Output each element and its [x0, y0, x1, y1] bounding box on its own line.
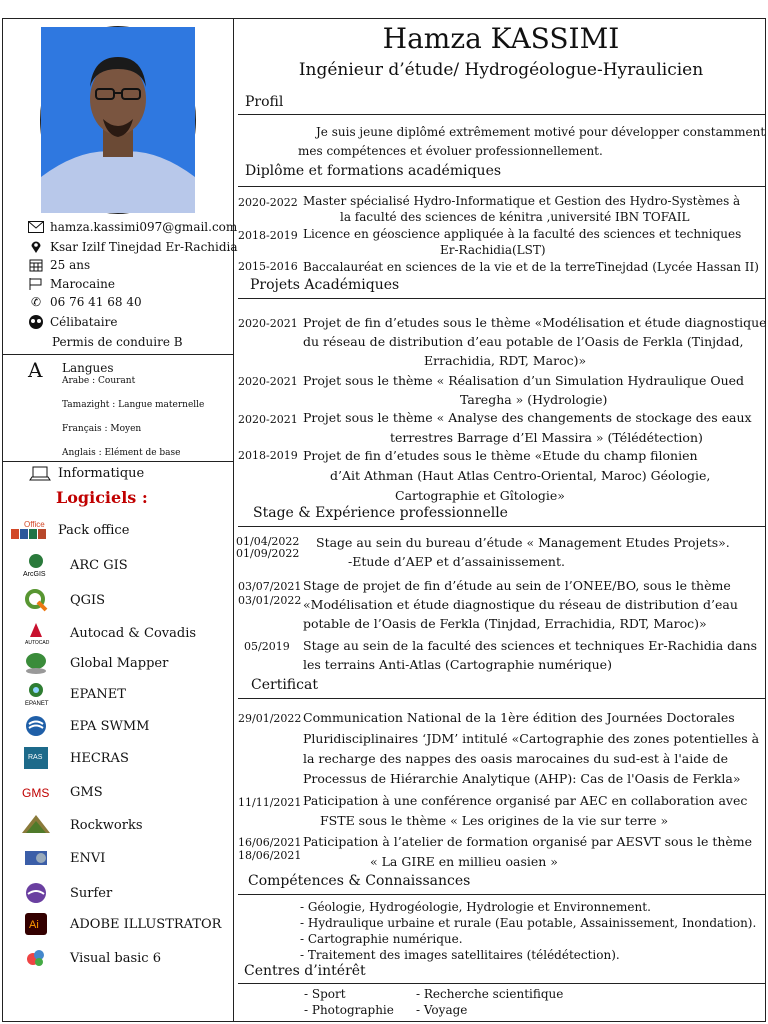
software-epanet: [20, 682, 126, 706]
laptop-icon: [30, 466, 50, 486]
phone-icon: ✆: [30, 295, 42, 309]
phone-text: 06 76 41 68 40: [50, 295, 142, 309]
contact-email[interactable]: [28, 220, 237, 234]
language-english: Anglais : Elément de base: [62, 448, 181, 458]
experience-line: potable de l’Oasis de Ferkla (Tinjdad, Errachidia, RDT, Maroc)»: [303, 616, 707, 631]
software-label: Pack office: [58, 522, 130, 538]
software-epa-swmm: [20, 714, 149, 738]
certificate-line: « La GIRE en millieu oasien »: [370, 854, 558, 869]
project-line: Projet de fin d’etudes sous le thème «Etude du champ filonien: [303, 448, 698, 463]
software-label: Visual basic 6: [70, 950, 161, 966]
software-gms: [20, 780, 103, 804]
software-arcgis: [20, 553, 128, 577]
address-text: Ksar Izilf Tinejdad Er-Rachidia: [50, 240, 238, 254]
languages-icon: A: [28, 358, 43, 382]
certificate-line: Pluridisciplinaires ‘JDM’ intitulé «Cartographie des zones potentielles à: [303, 731, 760, 746]
project-date: 2020-2021: [238, 413, 298, 426]
gms-icon: [20, 780, 52, 804]
certificate-date: 29/01/2022: [238, 712, 302, 725]
software-label: HECRAS: [70, 750, 129, 766]
skills-heading: Compétences & Connaissances: [248, 873, 471, 889]
education-heading: Diplôme et formations académiques: [245, 163, 502, 179]
experience-heading: Stage & Expérience professionnelle: [253, 505, 508, 521]
software-global-mapper: [20, 651, 168, 675]
certificate-line: Paticipation à l’atelier de formation organisé par AESVT sous le thème: [303, 834, 753, 849]
contact-nationality: [28, 277, 115, 291]
skill-item: - Cartographie numérique.: [300, 932, 463, 946]
software-hecras: [20, 746, 129, 770]
nationality-text: Marocaine: [50, 277, 115, 291]
software-label: GMS: [70, 784, 103, 800]
interests-heading: Centres d’intérêt: [244, 963, 366, 979]
software-qgis: [20, 588, 105, 612]
hecras-logo-text: RAS: [28, 754, 43, 761]
software-label: Rockworks: [70, 817, 143, 833]
projects-heading: Projets Académiques: [250, 277, 400, 293]
skills-divider: [238, 894, 766, 895]
software-label: ADOBE ILLUSTRATOR: [70, 916, 222, 932]
software-label: ARC GIS: [70, 557, 128, 573]
email-text: hamza.kassimi097@gmail.com: [50, 220, 238, 234]
visual-basic-icon: [20, 946, 52, 970]
education-line: Master spécialisé Hydro-Informatique et Gestion des Hydro-Systèmes à: [303, 194, 741, 208]
experience-date: 05/2019: [244, 640, 290, 653]
calendar-icon: [28, 258, 44, 272]
language-tamazight: Tamazight : Langue maternelle: [62, 400, 205, 410]
projects-divider: [238, 298, 766, 299]
interest-item: - Voyage: [416, 1003, 468, 1017]
autocad-icon: [20, 621, 52, 645]
profile-photo: [40, 26, 196, 214]
office-logo-text: Office: [24, 520, 45, 529]
software-label: Surfer: [70, 885, 113, 901]
certificate-date: 11/11/2021: [238, 796, 302, 809]
project-line: Cartographie et Gîtologie»: [395, 488, 565, 503]
project-line: Errachidia, RDT, Maroc)»: [424, 353, 587, 368]
sidebar-divider-1: [2, 354, 234, 355]
experience-date: 03/01/2022: [238, 594, 302, 607]
project-line: Taregha » (Hydrologie): [460, 392, 608, 407]
certificate-line: Communication National de la 1ère édition des Journées Doctorales: [303, 710, 735, 725]
profile-divider: [238, 114, 766, 115]
envi-icon: [20, 846, 52, 870]
sidebar-divider-2: [2, 461, 234, 462]
contact-address: [28, 240, 238, 254]
interests-divider: [238, 983, 766, 984]
software-label: Autocad & Covadis: [70, 625, 197, 641]
project-line: Projet de fin d’etudes sous le thème «Modélisation et étude diagnostique: [303, 315, 767, 330]
education-line: la faculté des sciences de kénitra ,université IBN TOFAIL: [340, 210, 690, 224]
interest-item: - Photographie: [304, 1003, 394, 1017]
project-line: du réseau de distribution d’eau potable de l’Oasis de Ferkla (Tinjdad,: [303, 334, 744, 349]
interest-item: - Sport: [304, 987, 346, 1001]
skill-item: - Géologie, Hydrogéologie, Hydrologie et Environnement.: [300, 900, 651, 914]
experience-line: Stage au sein de la faculté des sciences et techniques Er-Rachidia dans: [303, 638, 758, 653]
software-label: EPA SWMM: [70, 718, 150, 734]
experience-date: 01/04/2022: [236, 535, 300, 548]
contact-status: [28, 315, 117, 329]
project-date: 2018-2019: [238, 449, 298, 462]
contact-license: [52, 335, 183, 349]
profile-line-1: Je suis jeune diplômé extrêmement motivé pour développer constamment: [316, 125, 766, 139]
epanet-icon: [20, 682, 52, 706]
education-date: 2015-2016: [238, 260, 298, 273]
certificate-date: 18/06/2021: [238, 849, 302, 862]
location-pin-icon: [28, 240, 44, 254]
software-rockworks: [20, 813, 143, 837]
education-line: Licence en géoscience appliquée à la faculté des sciences et techniques: [303, 227, 742, 241]
software-subheading: Logiciels :: [56, 488, 148, 507]
candidate-name: Hamza KASSIMI: [382, 22, 620, 55]
certificate-date: 16/06/2021: [238, 836, 302, 849]
age-text: 25 ans: [50, 258, 91, 272]
people-icon: [28, 315, 44, 329]
software-illustrator: [20, 912, 221, 936]
rockworks-icon: [20, 813, 52, 837]
contact-age: [28, 258, 90, 272]
certificate-line: Processus de Hiérarchie Analytique (AHP): Cas de l'Oasis de Ferkla»: [303, 771, 741, 786]
project-line: terrestres Barrage d’El Massira » (Télédétection): [390, 430, 703, 445]
software-autocad: [20, 621, 196, 645]
autocad-logo-text: AUTOCAD: [25, 640, 50, 646]
surfer-icon: [20, 881, 52, 905]
illustrator-logo-text: Ai: [29, 919, 39, 931]
certificate-line: la recharge des nappes des oasis marocaines du sud-est à l'aide de: [303, 751, 728, 766]
experience-divider: [238, 526, 766, 527]
software-label: EPANET: [70, 686, 126, 702]
languages-heading: Langues: [62, 361, 114, 375]
illustrator-icon: [20, 912, 52, 936]
informatique-heading: Informatique: [58, 466, 145, 481]
profile-heading: Profil: [245, 94, 284, 110]
education-divider: [238, 186, 766, 187]
project-line: Projet sous le thème « Analyse des changements de stockage des eaux: [303, 410, 752, 425]
skill-item: - Traitement des images satellitaires (télédétection).: [300, 948, 620, 962]
contact-phone[interactable]: [28, 295, 142, 309]
flag-icon: [28, 277, 44, 291]
education-line: Baccalauréat en sciences de la vie et de la terreTinejdad (Lycée Hassan II): [303, 260, 759, 274]
software-visual-basic: [20, 946, 161, 970]
profile-line-2: mes compétences et évoluer professionnellement.: [298, 144, 603, 158]
software-surfer: [20, 881, 112, 905]
language-french: Français : Moyen: [62, 424, 142, 434]
office-icon: [16, 518, 48, 542]
status-text: Célibataire: [50, 315, 118, 329]
software-pack-office: [16, 518, 129, 542]
certificate-line: Paticipation à une conférence organisé par AEC en collaboration avec: [303, 793, 748, 808]
qgis-icon: [20, 588, 52, 612]
project-date: 2020-2021: [238, 317, 298, 330]
education-date: 2020-2022: [238, 196, 298, 209]
certificates-heading: Certificat: [251, 677, 318, 693]
education-line: Er-Rachidia(LST): [440, 243, 546, 257]
project-date: 2020-2021: [238, 375, 298, 388]
certificates-divider: [238, 698, 766, 699]
experience-line: -Etude d’AEP et d’assainissement.: [348, 554, 565, 569]
epanet-logo-text: EPANET: [25, 701, 49, 707]
education-date: 2018-2019: [238, 229, 298, 242]
experience-line: les terrains Anti-Atlas (Cartographie numérique): [303, 657, 612, 672]
experience-line: «Modélisation et étude diagnostique du réseau de distribution d’eau: [303, 597, 738, 612]
software-label: QGIS: [70, 592, 106, 608]
license-text: Permis de conduire B: [52, 335, 183, 349]
gms-logo-text: GMS: [22, 786, 50, 800]
experience-date: 01/09/2022: [236, 547, 300, 560]
skill-item: - Hydraulique urbaine et rurale (Eau potable, Assainissement, Inondation).: [300, 916, 757, 930]
project-line: Projet sous le thème « Réalisation d’un Simulation Hydraulique Oued: [303, 373, 745, 388]
experience-line: Stage au sein du bureau d’étude « Management Etudes Projets».: [316, 535, 730, 550]
interest-item: - Recherche scientifique: [416, 987, 564, 1001]
certificate-line: FSTE sous le thème « Les origines de la vie sur terre »: [320, 813, 669, 828]
experience-date: 03/07/2021: [238, 580, 302, 593]
global-mapper-icon: [20, 651, 52, 675]
software-label: ENVI: [70, 850, 106, 866]
hecras-icon: [20, 746, 52, 770]
language-arabic: Arabe : Courant: [62, 376, 136, 386]
project-line: d’Ait Athman (Haut Atlas Centro-Oriental, Maroc) Géologie,: [330, 468, 711, 483]
experience-line: Stage de projet de fin d’étude au sein de l’ONEE/BO, sous le thème: [303, 578, 731, 593]
arcgis-icon: [20, 553, 52, 577]
software-label: Global Mapper: [70, 655, 169, 671]
arcgis-logo-text: ArcGIS: [23, 571, 46, 578]
candidate-title: Ingénieur d’étude/ Hydrogéologue-Hyraulicien: [298, 60, 704, 80]
envelope-icon: [28, 220, 44, 234]
software-envi: [20, 846, 105, 870]
epa-swmm-icon: [20, 714, 52, 738]
